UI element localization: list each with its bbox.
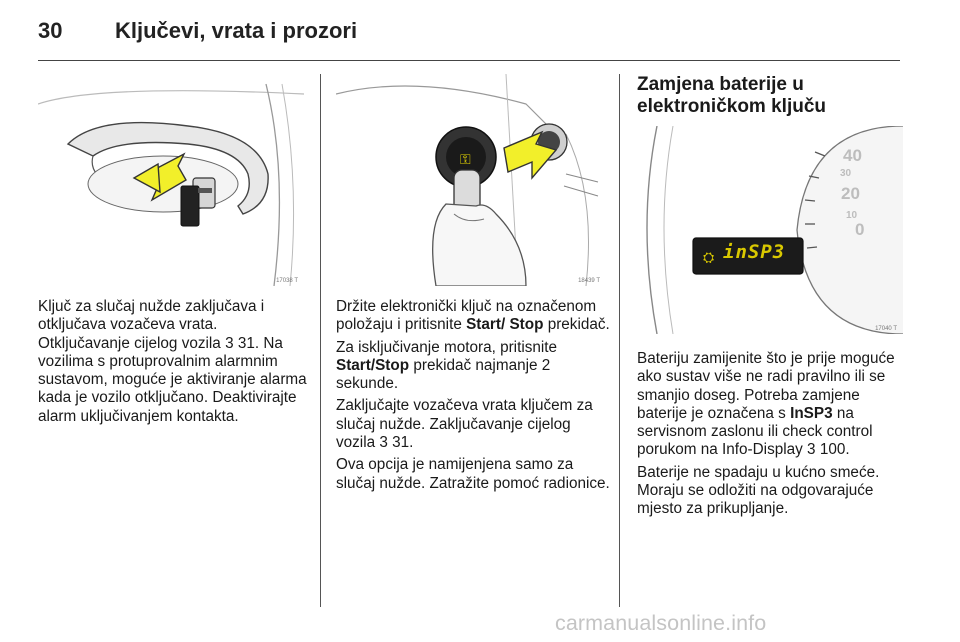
section-heading: Zamjena baterije u elektroničkom ključu <box>637 74 827 117</box>
bold-term: Start/Stop <box>336 356 410 374</box>
gauge-label-20: 20 <box>841 184 860 203</box>
reference-icon: 3 <box>379 434 388 452</box>
paragraph: Zaključajte vozačeva vrata ključem za slučaj nužde. Zaključavanje cijelog vozila 3 31. <box>336 397 593 452</box>
page-number: 30 <box>38 18 63 43</box>
door-handle-figure <box>38 74 304 286</box>
figure-code: 17038 T <box>276 278 298 284</box>
column-separator-2 <box>619 74 620 607</box>
ignition-figure <box>336 74 606 286</box>
chapter-title: Ključevi, vrata i prozori <box>115 18 358 43</box>
door-handle-key-icon <box>38 74 304 286</box>
paragraph: Ključ za slučaj nužde zaključava i otključava vozačeva vrata. Otključavanje cijelog vozila 3 31. Na vozilima s protuprovalnim alarmnim sustavom, moguće je aktiviranje alarma kada je vozilo otključano. Deaktivirajte alarm uključivanjem kontakta. <box>38 298 307 425</box>
ignition-key-icon <box>336 74 606 286</box>
paragraph: Baterije ne spadaju u kućno smeće. Moraju se odložiti na odgovarajuće mjesto za prikupljanje. <box>637 463 880 518</box>
svg-text:⚿: ⚿ <box>460 152 471 168</box>
watermark: carmanualsonline.info <box>555 611 767 635</box>
display-figure <box>637 126 903 334</box>
column-2-text <box>336 298 611 497</box>
paragraph: Držite elektronički ključ na označenom položaju i pritisnite Start/ Stop prekidač. <box>336 298 610 334</box>
header-rule <box>38 60 900 61</box>
paragraph: Za isključivanje motora, pritisnite Start/Stop prekidač najmanje 2 sekunde. <box>336 338 558 393</box>
gauge-label-40: 40 <box>843 146 862 165</box>
svg-text:⛭: ⛭ <box>703 250 715 266</box>
column-1-text <box>38 298 308 430</box>
bold-term: InSP3 <box>790 404 833 422</box>
gauge-label-10: 10 <box>846 210 858 221</box>
column-separator-1 <box>320 74 321 607</box>
figure-code: 18439 T <box>578 278 600 284</box>
gauge-label-0: 0 <box>855 220 865 239</box>
paragraph: Ova opcija je namijenjena samo za slučaj nužde. Zatražite pomoć radionice. <box>336 456 610 492</box>
reference-icon: 3 <box>807 441 816 459</box>
reference-icon: 3 <box>225 334 234 352</box>
figure-code: 17040 T <box>875 326 897 332</box>
paragraph: Bateriju zamijenite što je prije moguće ako sustav više ne radi pravilno ili se smanjio doseg. Potreba zamjene baterije je označena s InSP3 na servisnom zaslonu ili check control porukom na Info-Display 3 100. <box>637 350 895 459</box>
column-3-text <box>637 350 909 523</box>
gauge-label-30: 30 <box>840 168 852 179</box>
bold-term: Start/ Stop <box>466 316 544 334</box>
display-text: inSP3 <box>723 241 786 263</box>
